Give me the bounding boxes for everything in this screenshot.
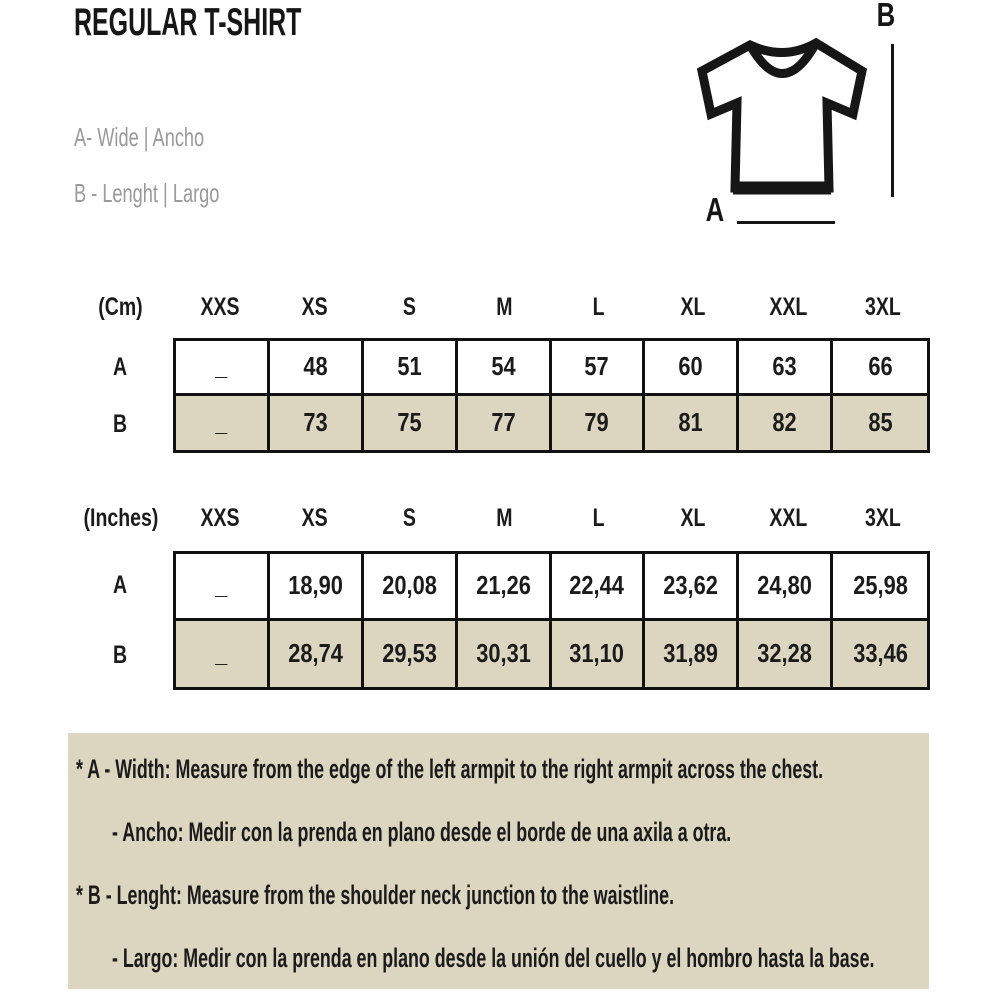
cm-column-header-xxl: XXL <box>769 293 808 321</box>
inches-row-label-b: B <box>113 640 128 669</box>
width-dimension-label: A <box>705 191 725 228</box>
cm-table-unit-label: (Cm) <box>98 293 143 321</box>
cm-table <box>173 338 930 453</box>
in-b-s: 29,53 <box>364 621 458 688</box>
cm-b-l: 79 <box>552 396 646 451</box>
note-length-en: * B - Lenght: Measure from the shoulder neck junction to the waistline. <box>76 880 675 910</box>
in-column-header-s: S <box>403 504 417 532</box>
in-column-header-xl: XL <box>680 504 706 532</box>
inches-table-header-row <box>173 504 930 533</box>
cm-row-label-a: A <box>113 352 128 381</box>
in-b-l: 31,10 <box>552 621 646 688</box>
in-a-3xl: 25,98 <box>833 554 927 621</box>
cm-b-xxl: 82 <box>739 396 833 451</box>
inches-table-unit-label: (Inches) <box>83 504 158 532</box>
inches-table <box>173 551 930 690</box>
length-dimension-line <box>891 44 894 197</box>
cm-a-xxl: 63 <box>739 341 833 396</box>
cm-b-xl: 81 <box>645 396 739 451</box>
in-b-3xl: 33,46 <box>833 621 927 688</box>
in-a-xs: 18,90 <box>270 554 364 621</box>
cm-row-label-b: B <box>113 410 128 438</box>
cm-b-3xl: 85 <box>833 396 927 451</box>
cm-a-l: 57 <box>552 341 646 396</box>
measurement-notes-panel <box>68 733 929 989</box>
in-a-xxl: 24,80 <box>739 554 833 621</box>
cm-column-header-m: M <box>496 293 513 321</box>
in-column-header-3xl: 3XL <box>864 504 901 532</box>
cm-a-3xl: 66 <box>833 341 927 396</box>
cm-column-header-xxs: XXS <box>200 293 240 321</box>
in-column-header-xs: XS <box>301 504 328 532</box>
legend-width-label: A- Wide | Ancho <box>74 122 205 152</box>
page-title: REGULAR T-SHIRT <box>74 1 302 44</box>
cm-b-xs: 73 <box>270 396 364 451</box>
in-b-xl: 31,89 <box>645 621 739 688</box>
cm-a-s: 51 <box>364 341 458 396</box>
in-a-s: 20,08 <box>364 554 458 621</box>
note-width-en: * A - Width: Measure from the edge of the left armpit to the right armpit across the chest. <box>76 754 824 784</box>
in-a-xl: 23,62 <box>645 554 739 621</box>
cm-column-header-xs: XS <box>301 293 328 321</box>
in-b-m: 30,31 <box>458 621 552 688</box>
in-a-l: 22,44 <box>552 554 646 621</box>
inches-row-label-a: A <box>113 571 128 599</box>
in-a-m: 21,26 <box>458 554 552 621</box>
in-column-header-l: L <box>592 504 605 532</box>
in-b-xxs: _ <box>176 621 270 688</box>
in-b-xs: 28,74 <box>270 621 364 688</box>
cm-column-header-3xl: 3XL <box>864 293 901 321</box>
cm-b-xxs: _ <box>176 396 270 451</box>
legend-length-label: B - Lenght | Largo <box>74 178 220 208</box>
cm-column-header-s: S <box>403 293 417 321</box>
cm-column-header-xl: XL <box>680 293 706 321</box>
cm-a-xxs: _ <box>176 341 270 396</box>
in-column-header-xxs: XXS <box>200 504 240 532</box>
cm-a-xs: 48 <box>270 341 364 396</box>
cm-b-m: 77 <box>458 396 552 451</box>
tshirt-icon <box>692 30 877 202</box>
in-column-header-xxl: XXL <box>769 504 808 532</box>
cm-a-xl: 60 <box>645 341 739 396</box>
in-b-xxl: 32,28 <box>739 621 833 688</box>
cm-table-header-row <box>173 293 930 322</box>
note-length-es: - Largo: Medir con la prenda en plano desde la unión del cuello y el hombro hasta la base. <box>112 943 875 973</box>
cm-b-s: 75 <box>364 396 458 451</box>
width-dimension-line <box>737 221 835 224</box>
length-dimension-label: B <box>876 0 896 33</box>
note-width-es: - Ancho: Medir con la prenda en plano desde el borde de una axila a otra. <box>112 817 732 847</box>
in-a-xxs: _ <box>176 554 270 621</box>
cm-column-header-l: L <box>592 293 605 321</box>
cm-a-m: 54 <box>458 341 552 396</box>
in-column-header-m: M <box>496 504 513 532</box>
